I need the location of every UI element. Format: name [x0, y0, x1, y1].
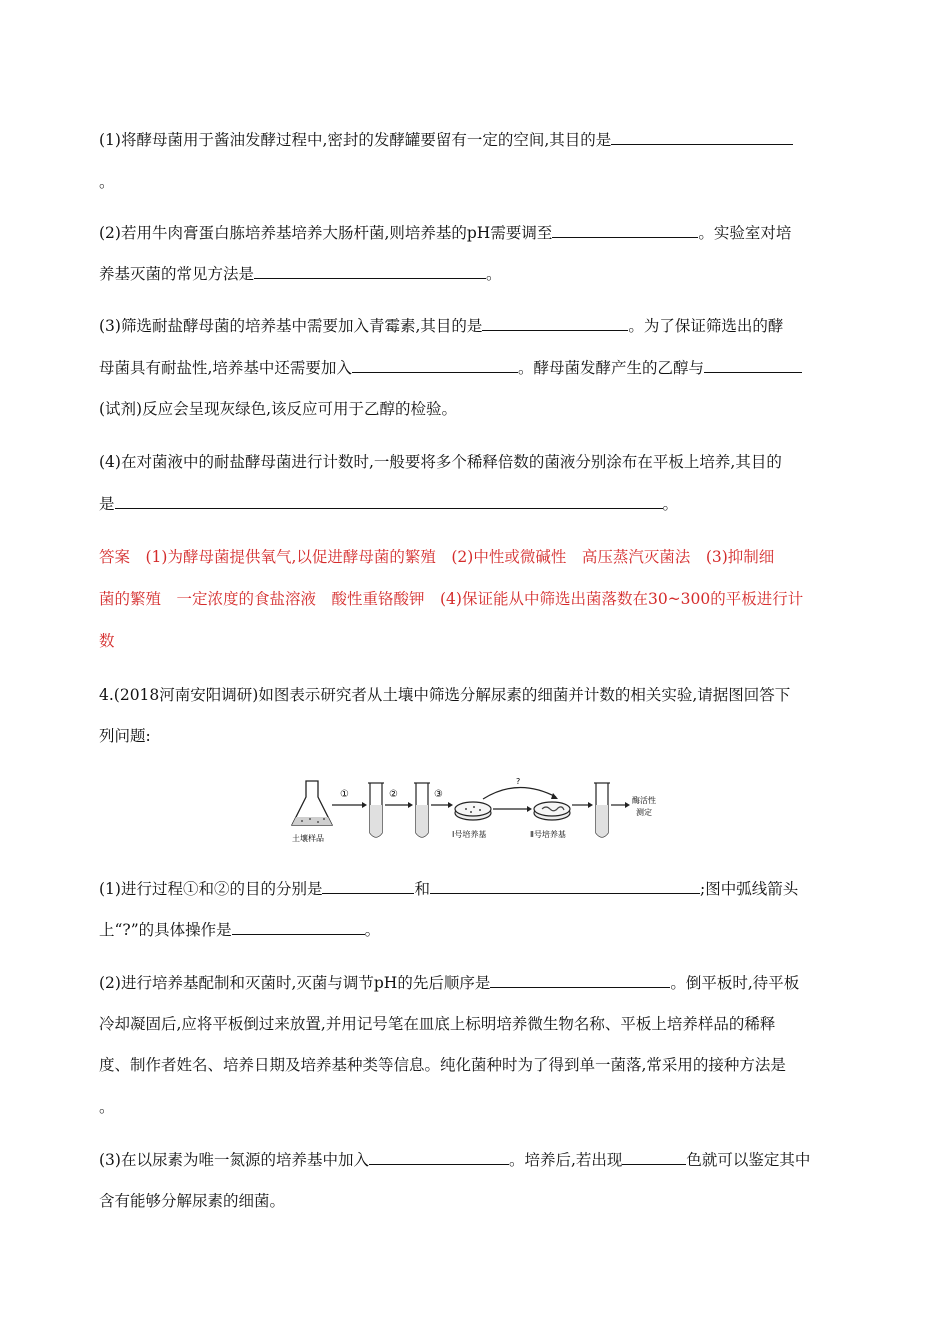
answer-blank[interactable] [482, 316, 628, 331]
q4-part3-line2: 含有能够分解尿素的细菌。 [99, 1192, 286, 1210]
q4-part2-line3: 度、制作者姓名、培养日期及培养基种类等信息。纯化菌种时为了得到单一菌落,常采用的接种方法是 [99, 1056, 786, 1074]
q3-part1-line2: 。 [99, 173, 115, 191]
step3-label: ③ [434, 789, 443, 800]
answer-blank[interactable] [232, 920, 365, 935]
q4-part1-line2: 上“?”的具体操作是 。 [99, 921, 381, 939]
q4-intro-line1: 4.(2018河南安阳调研)如图表示研究者从土壤中筛选分解尿素的细菌并计数的相关实验,请据图回答下 [99, 686, 791, 704]
arrow-head-icon [588, 802, 593, 808]
enzyme-activity-label: 酶活性 [632, 796, 656, 805]
answer-line2: 菌的繁殖 一定浓度的食盐溶液 酸性重铬酸钾 (4)保证能从中筛选出菌落数在30~300的平板进行计 [99, 590, 804, 608]
test-tube-icon [368, 783, 384, 837]
q4-part3-line1: (3)在以尿素为唯一氮源的培养基中加入 。培养后,若出现 色就可以鉴定其中 [99, 1151, 811, 1169]
q3-part4-line1: (4)在对菌液中的耐盐酵母菌进行计数时,一般要将多个稀释倍数的菌液分别涂布在平板上培养,其目的 [99, 453, 782, 471]
step2-label: ② [389, 789, 398, 800]
arrow-head-icon [448, 802, 453, 808]
answer-blank[interactable] [430, 879, 700, 894]
q3-part3-line2: 母菌具有耐盐性,培养基中还需要加入 。酵母菌发酵产生的乙醇与 [99, 358, 802, 378]
arrow-head-icon [527, 806, 532, 812]
answer-blank[interactable] [254, 264, 486, 279]
q3-part4-line2: 是 。 [99, 495, 679, 513]
petri-dish-icon [534, 802, 570, 820]
answer-blank[interactable] [611, 130, 793, 145]
q4-part2-line4: 。 [99, 1098, 115, 1116]
answer-blank[interactable] [490, 973, 670, 988]
q4-part1-line1: (1)进行过程①和②的目的分别是 和 ;图中弧线箭头 [99, 880, 799, 898]
answer-blank[interactable] [622, 1150, 686, 1165]
petri-dish-icon [455, 802, 491, 820]
q4-part2-line1: (2)进行培养基配制和灭菌时,灭菌与调节pH的先后顺序是 。倒平板时,待平板 [99, 974, 800, 992]
answer-blank[interactable] [552, 223, 698, 238]
curved-arrow-icon [483, 787, 556, 799]
answer-blank[interactable] [352, 358, 518, 373]
q3-part2-line2: 养基灭菌的常见方法是 。 [99, 265, 502, 283]
arrow-head-icon [408, 802, 413, 808]
answer-blank[interactable] [369, 1150, 509, 1165]
q3-part3-line1: (3)筛选耐盐酵母菌的培养基中需要加入青霉素,其目的是 。为了保证筛选出的酵 [99, 317, 784, 335]
medium2-label: Ⅱ号培养基 [530, 830, 566, 839]
test-tube-icon [594, 783, 610, 837]
test-tube-icon [414, 783, 430, 837]
enzyme-measure-label: 测定 [636, 808, 652, 817]
answer-blank[interactable] [322, 879, 414, 894]
arrow-head-icon [625, 802, 630, 808]
step1-label: ① [340, 789, 349, 800]
question-mark-label: ? [516, 777, 521, 786]
q3-part2-line1: (2)若用牛肉膏蛋白胨培养基培养大肠杆菌,则培养基的pH需要调至 。实验室对培 [99, 224, 792, 242]
arrow-head-icon [551, 793, 558, 799]
arrow-head-icon [362, 802, 367, 808]
q4-intro-line2: 列问题: [99, 727, 151, 745]
q4-part2-line2: 冷却凝固后,应将平板倒过来放置,并用记号笔在皿底上标明培养微生物名称、平板上培养样品的稀释 [99, 1015, 776, 1033]
answer-blank[interactable] [115, 494, 663, 509]
answer-line3: 数 [99, 632, 115, 650]
q3-part1-line1: (1)将酵母菌用于酱油发酵过程中,密封的发酵罐要留有一定的空间,其目的是 [99, 130, 793, 150]
answer-blank[interactable] [704, 358, 802, 373]
medium1-label: Ⅰ号培养基 [452, 830, 487, 839]
q3-part3-line3: (试剂)反应会呈现灰绿色,该反应可用于乙醇的检验。 [99, 400, 458, 418]
experiment-diagram [288, 775, 678, 855]
soil-sample-label: 土壤样品 [292, 834, 324, 843]
answer-line1: 答案 (1)为酵母菌提供氧气,以促进酵母菌的繁殖 (2)中性或微碱性 高压蒸汽灭菌法 (3)抑制细 [99, 548, 775, 566]
flask-icon [292, 781, 332, 825]
